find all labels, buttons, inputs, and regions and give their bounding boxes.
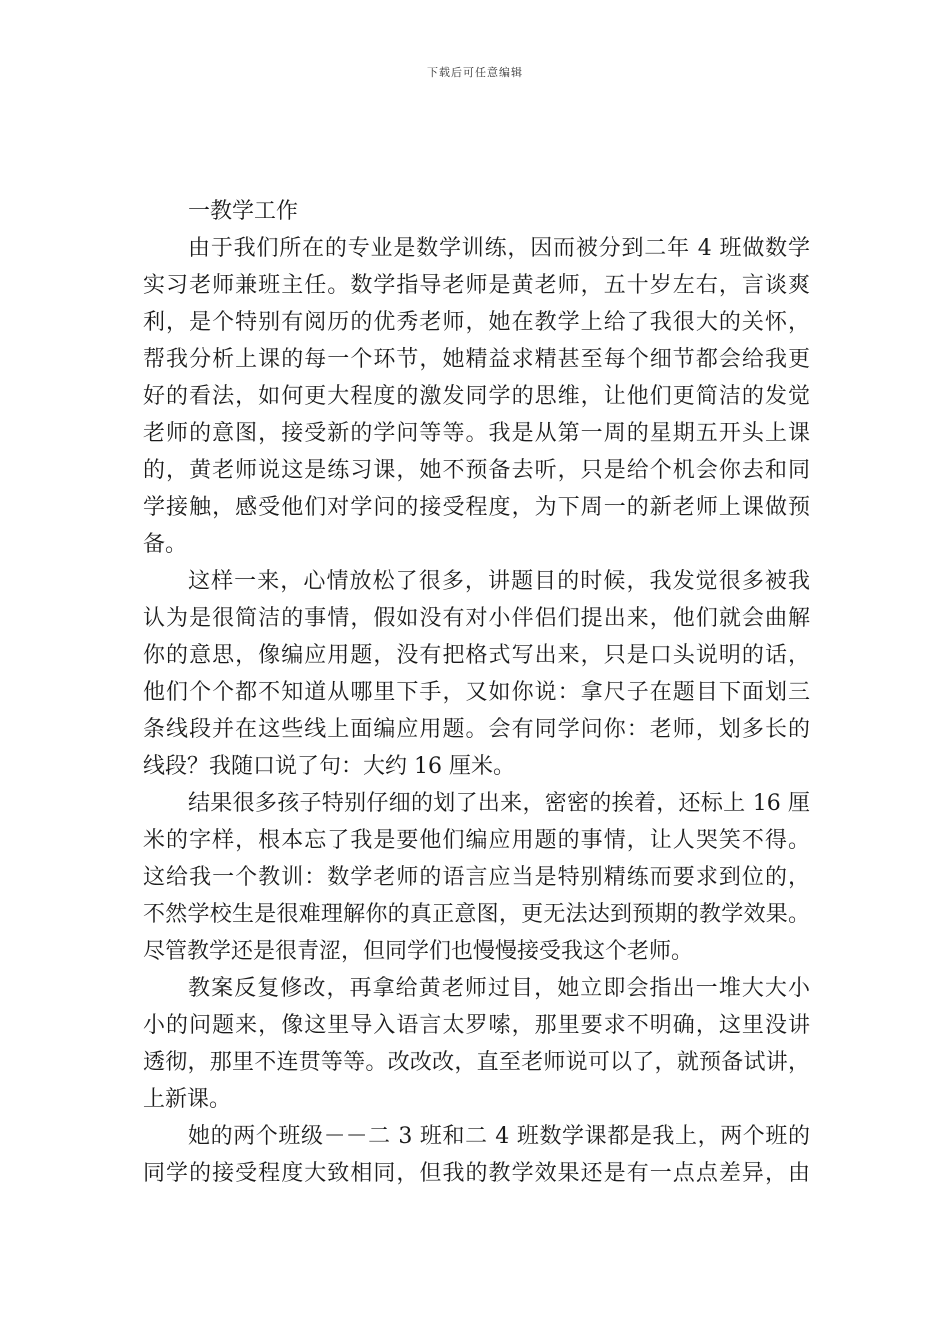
paragraph-4-line: 小的问题来，像这里导入语言太罗嗦，那里要求不明确，这里没讲 <box>143 1013 810 1038</box>
paragraph-3-line: 这给我一个教训：数学老师的语言应当是特别精练而要求到位的， <box>143 865 810 890</box>
paragraph-4-line: 教案反复修改，再拿给黄老师过目，她立即会指出一堆大大小 <box>188 976 810 1001</box>
paragraph-2-line: 线段？我随口说了句：大约 16 厘米。 <box>143 754 515 779</box>
paragraph-1-line: 实习老师兼班主任。数学指导老师是黄老师，五十岁左右，言谈爽 <box>143 273 810 298</box>
paragraph-1-line: 备。 <box>143 532 188 557</box>
paragraph-2-line: 这样一来，心情放松了很多，讲题目的时候，我发觉很多被我 <box>188 569 810 594</box>
paragraph-1-line: 帮我分析上课的每一个环节，她精益求精甚至每个细节都会给我更 <box>143 347 810 372</box>
paragraph-5-line: 她的两个班级－－二 3 班和二 4 班数学课都是我上，两个班的 <box>188 1124 810 1149</box>
paragraph-1-line: 的，黄老师说这是练习课，她不预备去听，只是给个机会你去和同 <box>143 458 810 483</box>
paragraph-3-line: 不然学校生是很难理解你的真正意图，更无法达到预期的教学效果。 <box>143 902 810 927</box>
paragraph-1-line: 利，是个特别有阅历的优秀老师，她在教学上给了我很大的关怀， <box>143 310 810 335</box>
paragraph-1-line: 由于我们所在的专业是数学训练，因而被分到二年 4 班做数学 <box>188 236 810 261</box>
paragraph-3-line: 尽管教学还是很青涩，但同学们也慢慢接受我这个老师。 <box>143 939 694 964</box>
paragraph-1-line: 学接触，感受他们对学问的接受程度，为下周一的新老师上课做预 <box>143 495 810 520</box>
paragraph-1-line: 好的看法，如何更大程度的激发同学的思维，让他们更简洁的发觉 <box>143 384 810 409</box>
paragraph-5-line: 同学的接受程度大致相同，但我的教学效果还是有一点点差异，由 <box>143 1161 810 1186</box>
paragraph-2-line: 他们个个都不知道从哪里下手，又如你说：拿尺子在题目下面划三 <box>143 680 810 705</box>
document-body <box>143 193 810 1192</box>
paragraph-3-line: 结果很多孩子特别仔细的划了出来，密密的挨着，还标上 16 厘 <box>188 791 810 816</box>
paragraph-2-line: 条线段并在这些线上面编应用题。会有同学问你：老师，划多长的 <box>143 717 810 742</box>
paragraph-1-line: 老师的意图，接受新的学问等等。我是从第一周的星期五开头上课 <box>143 421 810 446</box>
section-heading: 一教学工作 <box>188 199 299 224</box>
paragraph-4-line: 透彻，那里不连贯等等。改改改，直至老师说可以了，就预备试讲， <box>143 1050 810 1075</box>
page-header: 下载后可任意编辑 <box>427 66 523 79</box>
paragraph-4-line: 上新课。 <box>143 1087 232 1112</box>
paragraph-3-line: 米的字样，根本忘了我是要他们编应用题的事情，让人哭笑不得。 <box>143 828 810 853</box>
paragraph-2-line: 认为是很简洁的事情，假如没有对小伴侣们提出来，他们就会曲解 <box>143 606 810 631</box>
paragraph-2-line: 你的意思，像编应用题，没有把格式写出来，只是口头说明的话， <box>143 643 810 668</box>
